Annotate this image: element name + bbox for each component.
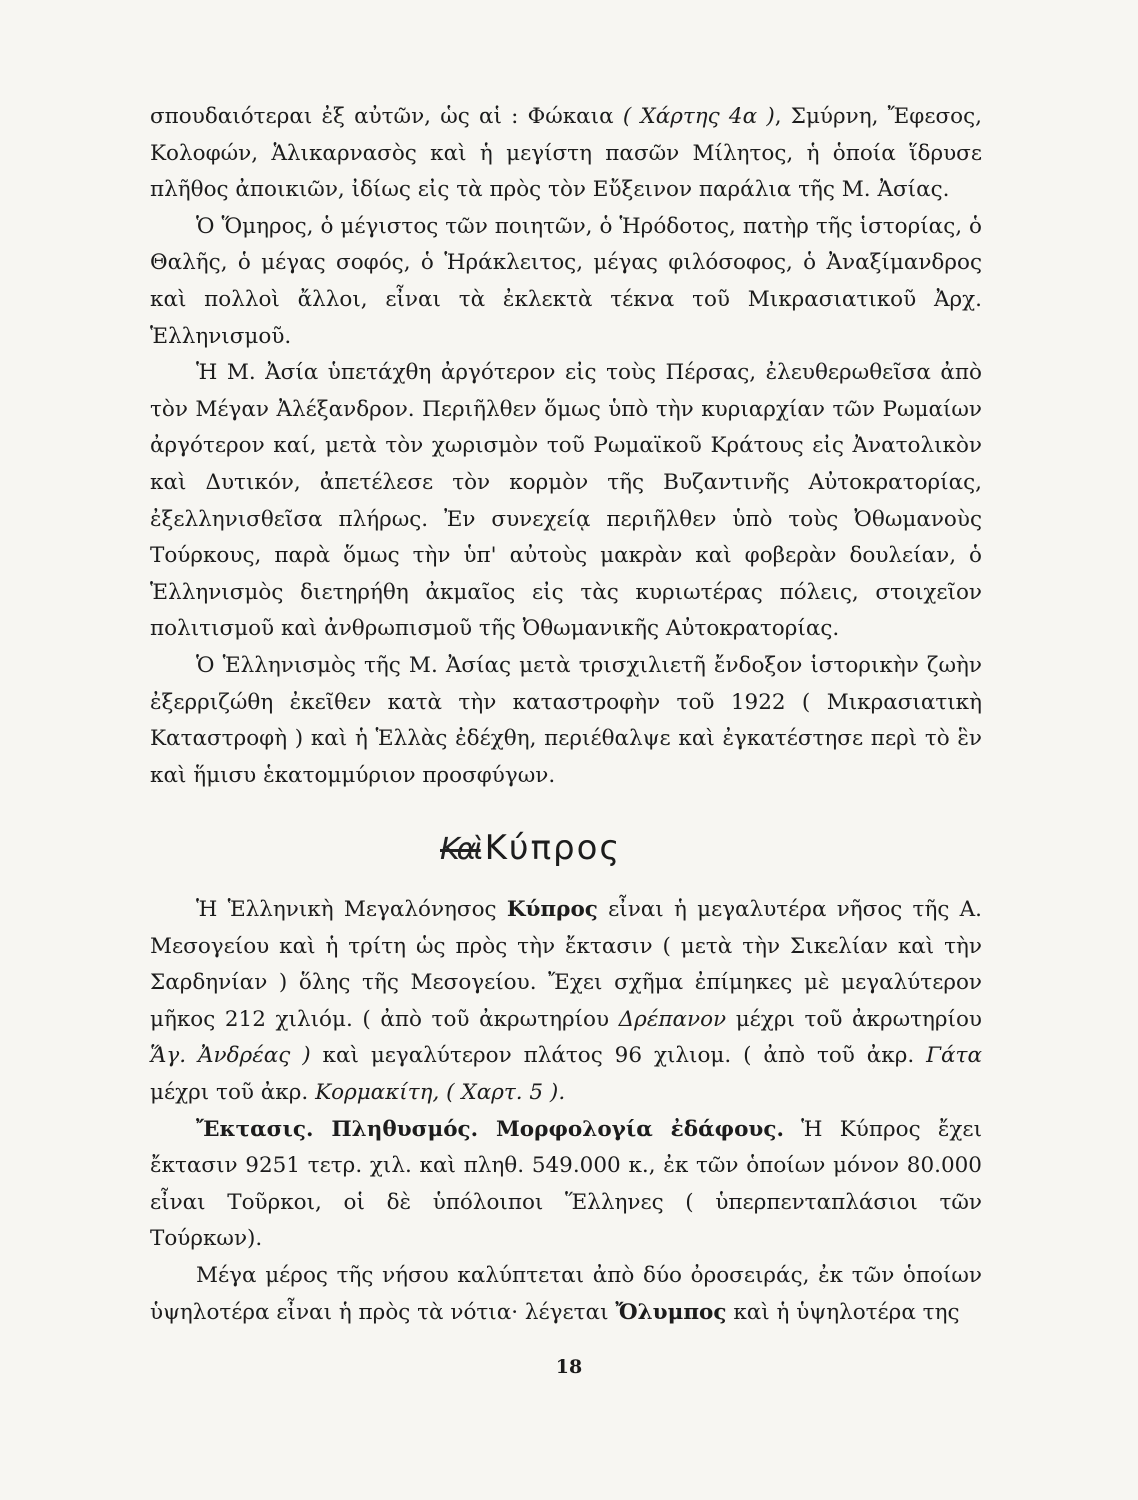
bold-term: Κύπρος <box>506 897 598 922</box>
subheading: Ἔκτασις. Πληθυσμός. Μορφολογία ἐδάφους. <box>196 1116 784 1142</box>
paragraph: Μέγα μέρος τῆς νήσου καλύπτεται ἀπὸ δύο ὀροσειράς, ἐκ τῶν ὁποίων ὑψηλοτέρα εἶναι ἡ πρὸς τὰ νότια· λέγεται Ὄλυμπος καὶ ἡ ὑψηλοτέρα της <box>150 1262 982 1325</box>
paragraph: σπουδαιότεραι ἐξ αὐτῶν, ὡς αἱ : Φώκαια ( Χάρτης 4α ), Σμύρνη, Ἔφεσος, Κολοφών, Ἁλικαρνασὸς καὶ ἡ μεγίστη πασῶν Μίλητος, ἡ ὁποία ἵδρυσε πλῆθος ἀποικιῶν, ἰδίως εἰς τὰ πρὸς τὸν Εὔξεινον παράλια τῆς Μ. Ἀσίας. <box>150 104 982 203</box>
section-heading <box>440 818 740 878</box>
asia-minor-section <box>150 99 982 794</box>
paragraph: Ὁ Ἑλληνισμὸς τῆς Μ. Ἀσίας μετὰ τρισχιλιετῆ ἔνδοξον ἱστορικὴν ζωὴν ἐξερριζώθη ἐκεῖθεν κατὰ τὴν καταστροφὴν τοῦ 1922 ( Μικρασιατικὴ Καταστροφὴ ) καὶ ἡ Ἑλλὰς ἐδέχθη, περιέθαλψε καὶ ἐγκατέστησε περὶ τὸ ἓν καὶ ἥμισυ ἑκατομμύριον προσφύγων. <box>150 652 982 788</box>
place-name: Δρέπανον <box>618 1006 727 1032</box>
map-reference: ( Χάρτης 4α ) <box>622 104 775 129</box>
handwritten-annotation: Καὶ <box>440 832 481 867</box>
paragraph: Ἔκτασις. Πληθυσμός. Μορφολογία ἐδάφους. Ἡ Κύπρος ἔχει ἔκτασιν 9251 τετρ. χιλ. καὶ πληθ. 549.000 κ., ἐκ τῶν ὁποίων μόνον 80.000 εἶναι Τοῦρκοι, οἱ δὲ ὑπόλοιποι Ἕλληνες ( ὑπερπενταπλάσιοι τῶν Τούρκων). <box>150 1116 982 1252</box>
paragraph: Ἡ Ἑλληνικὴ Μεγαλόνησος Κύπρος εἶναι ἡ μεγαλυτέρα νῆσος τῆς Α. Μεσογείου καὶ ἡ τρίτη ὡς πρὸς τὴν ἔκτασιν ( μετὰ τὴν Σικελίαν καὶ τὴν Σαρδηνίαν ) ὅλης τῆς Μεσογείου. Ἔχει σχῆμα ἐπίμηκες μὲ μεγαλύτερον μῆκος 212 χιλιόμ. ( ἀπὸ τοῦ ἀκρωτηρίου Δρέπανον μέχρι τοῦ ἀκρωτηρίου Ἅγ. Ἀνδρέας ) καὶ μεγαλύτερον πλάτος 96 χιλιομ. ( ἀπὸ τοῦ ἀκρ. Γάτα μέχρι τοῦ ἀκρ. Κορμακίτη, ( Χαρτ. 5 ). <box>150 897 982 1105</box>
place-name: Ἅγ. Ἀνδρέας ) <box>150 1043 311 1069</box>
cyprus-section <box>150 892 982 1331</box>
place-name: Κορμακίτη, ( Χαρτ. 5 ). <box>315 1079 566 1105</box>
heading-title: Κύπρος <box>484 828 622 868</box>
paragraph: Ἡ Μ. Ἀσία ὑπετάχθη ἀργότερον εἰς τοὺς Πέρσας, ἐλευθερωθεῖσα ἀπὸ τὸν Μέγαν Ἀλέξανδρον. Περιῆλθεν ὅμως ὑπὸ τὴν κυριαρχίαν τῶν Ρωμαίων ἀργότερον καί, μετὰ τὸν χωρισμὸν τοῦ Ρωμαϊκοῦ Κράτους εἰς Ἀνατολικὸν καὶ Δυτικόν, ἀπετέλεσε τὸν κορμὸν τῆς Βυζαντινῆς Αὐτοκρατορίας, ἐξελληνισθεῖσα πλήρως. Ἐν συνεχείᾳ περιῆλθεν ὑπὸ τοὺς Ὀθωμανοὺς Τούρκους, παρὰ ὅμως τὴν ὑπ' αὐτοὺς μακρὰν καὶ φοβερὰν δουλείαν, ὁ Ἑλληνισμὸς διετηρήθη ἀκμαῖος εἰς τὰς κυριωτέρας πόλεις, στοιχεῖον πολιτισμοῦ καὶ ἀνθρωπισμοῦ τῆς Ὀθωμανικῆς Αὐτοκρατορίας. <box>150 360 982 642</box>
place-name: Γάτα <box>926 1043 982 1069</box>
paragraph: Ὁ Ὅμηρος, ὁ μέγιστος τῶν ποιητῶν, ὁ Ἡρόδοτος, πατὴρ τῆς ἱστορίας, ὁ Θαλῆς, ὁ μέγας σοφός, ὁ Ἡράκλειτος, μέγας φιλόσοφος, ὁ Ἀναξίμανδρος καὶ πολλοὶ ἄλλοι, εἶναι τὰ ἐκλεκτὰ τέκνα τοῦ Μικρασιατικοῦ Ἀρχ. Ἑλληνισμοῦ. <box>150 213 982 349</box>
page-number: 18 <box>555 1356 583 1378</box>
bold-term: Ὄλυμπος <box>615 1299 727 1325</box>
